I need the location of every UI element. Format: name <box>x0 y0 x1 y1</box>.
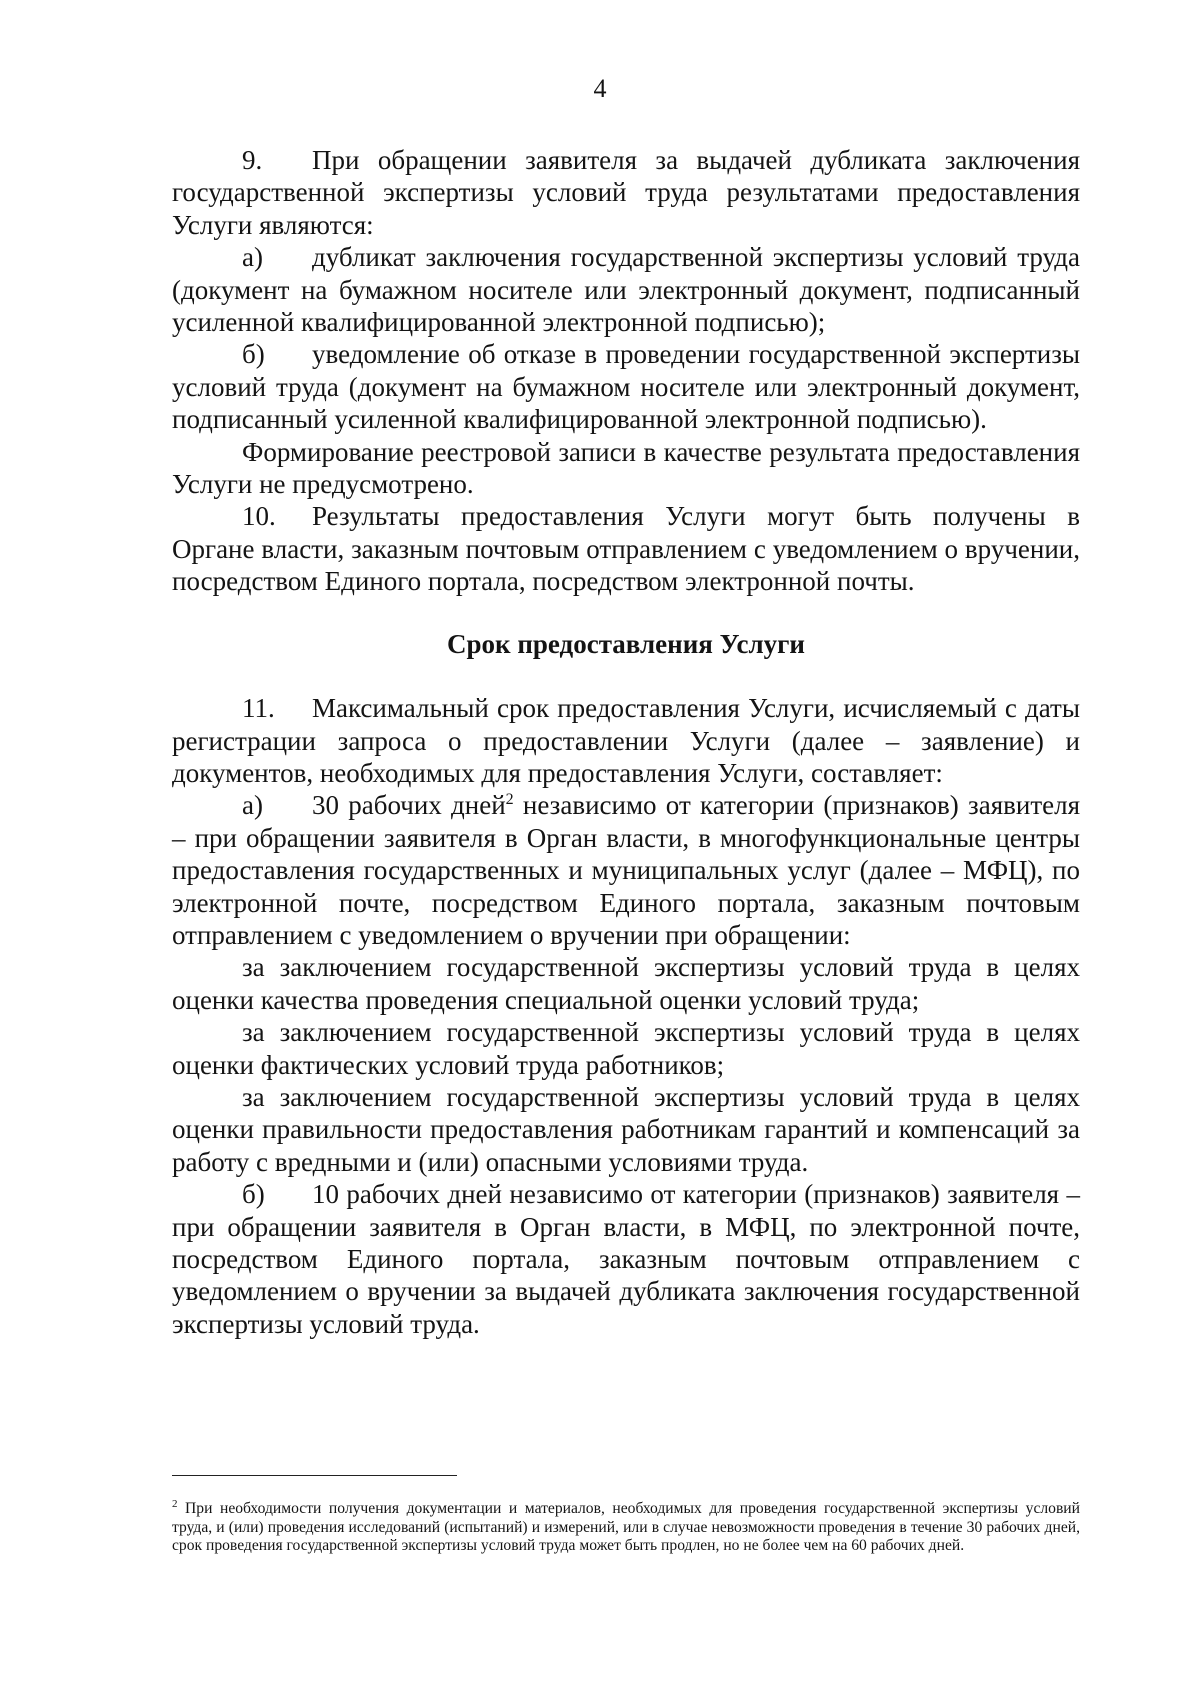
paragraph-text-end: независимо от категории (признаков) заявителя – при обращении заявителя в Орган власти, в многофункциональные центры предоставления государственных и муниципальных услуг (далее – МФЦ), по электронной почте, посредством Единого портала, заказным почтовым отправлением с уведомлением о вручении при обращении: <box>172 790 1080 950</box>
paragraph-11a-item-2: за заключением государственной экспертизы условий труда в целях оценки фактических условий труда работников; <box>172 1017 1080 1080</box>
paragraph-9a <box>172 241 1080 338</box>
page-number: 4 <box>593 74 607 103</box>
section-heading: Срок предоставления Услуги <box>447 628 805 659</box>
paragraph-text: дубликат заключения государственной экспертизы условий труда (документ на бумажном носителе или электронный документ, подписанный усиленной квалифицированной электронной подписью); <box>172 242 1080 338</box>
paragraph-9-registry: Формирование реестровой записи в качестве результата предоставления Услуги не предусмотрено. <box>172 436 1080 500</box>
paragraph-10 <box>172 500 1080 597</box>
paragraph-11a <box>172 789 1080 951</box>
paragraph-9b <box>172 338 1080 435</box>
paragraph-number: 10. <box>242 501 276 532</box>
paragraph-text: уведомление об отказе в проведении государственной экспертизы условий труда (документ на бумажном носителе или электронный документ, подписанный усиленной квалифицированной электронной подписью). <box>172 339 1080 435</box>
paragraph-11 <box>172 692 1080 789</box>
paragraph-11a-item-1: за заключением государственной экспертизы условий труда в целях оценки качества проведения специальной оценки условий труда; <box>172 952 1080 1015</box>
footnote <box>172 1497 1080 1556</box>
list-marker: а) <box>242 242 263 273</box>
footnote-reference[interactable]: 2 <box>505 791 514 809</box>
paragraph-text: При обращении заявителя за выдачей дубликата заключения государственной экспертизы условий труда результатами предоставления Услуги являются: <box>172 145 1080 240</box>
paragraph-number: 9. <box>242 145 263 175</box>
footnote-text: При необходимости получения документации и материалов, необходимых для проведения государственной экспертизы условий труда, и (или) проведения исследований (испытаний) и измерений, или в случае невозможности проведения в течение 30 рабочих дней, срок проведения государственной экспертизы условий труда может быть продлен, но не более чем на 60 рабочих дней. <box>172 1500 1080 1555</box>
paragraph-text: 10 рабочих дней независимо от категории (признаков) заявителя – при обращении заявителя в Орган власти, в МФЦ, по электронной почте, посредством Единого портала, заказным почтовым отправлением с уведомлением о вручении за выдачей дубликата заключения государственной экспертизы условий труда. <box>172 1179 1080 1339</box>
paragraph-9 <box>172 144 1080 241</box>
paragraph-text: Максимальный срок предоставления Услуги, исчисляемый с даты регистрации запроса о предоставлении Услуги (далее – заявление) и документов, необходимых для предоставления Услуги, составляет: <box>172 693 1080 788</box>
list-marker: б) <box>242 1179 265 1210</box>
footnote-mark: 2 <box>172 1497 178 1510</box>
footnote-divider <box>172 1475 457 1476</box>
document-body <box>172 144 1080 1340</box>
list-marker: б) <box>242 339 265 370</box>
paragraph-text: Результаты предоставления Услуги могут быть получены в Органе власти, заказным почтовым отправлением с уведомлением о вручении, посредством Единого портала, посредством электронной почты. <box>172 501 1080 597</box>
paragraph-11a-item-3: за заключением государственной экспертизы условий труда в целях оценки правильности предоставления работникам гарантий и компенсаций за работу с вредными и (или) опасными условиями труда. <box>172 1081 1080 1177</box>
paragraph-text-start: 30 рабочих дней <box>312 790 506 821</box>
paragraph-11b <box>172 1178 1080 1340</box>
list-marker: а) <box>242 790 263 821</box>
paragraph-number: 11. <box>242 693 275 724</box>
